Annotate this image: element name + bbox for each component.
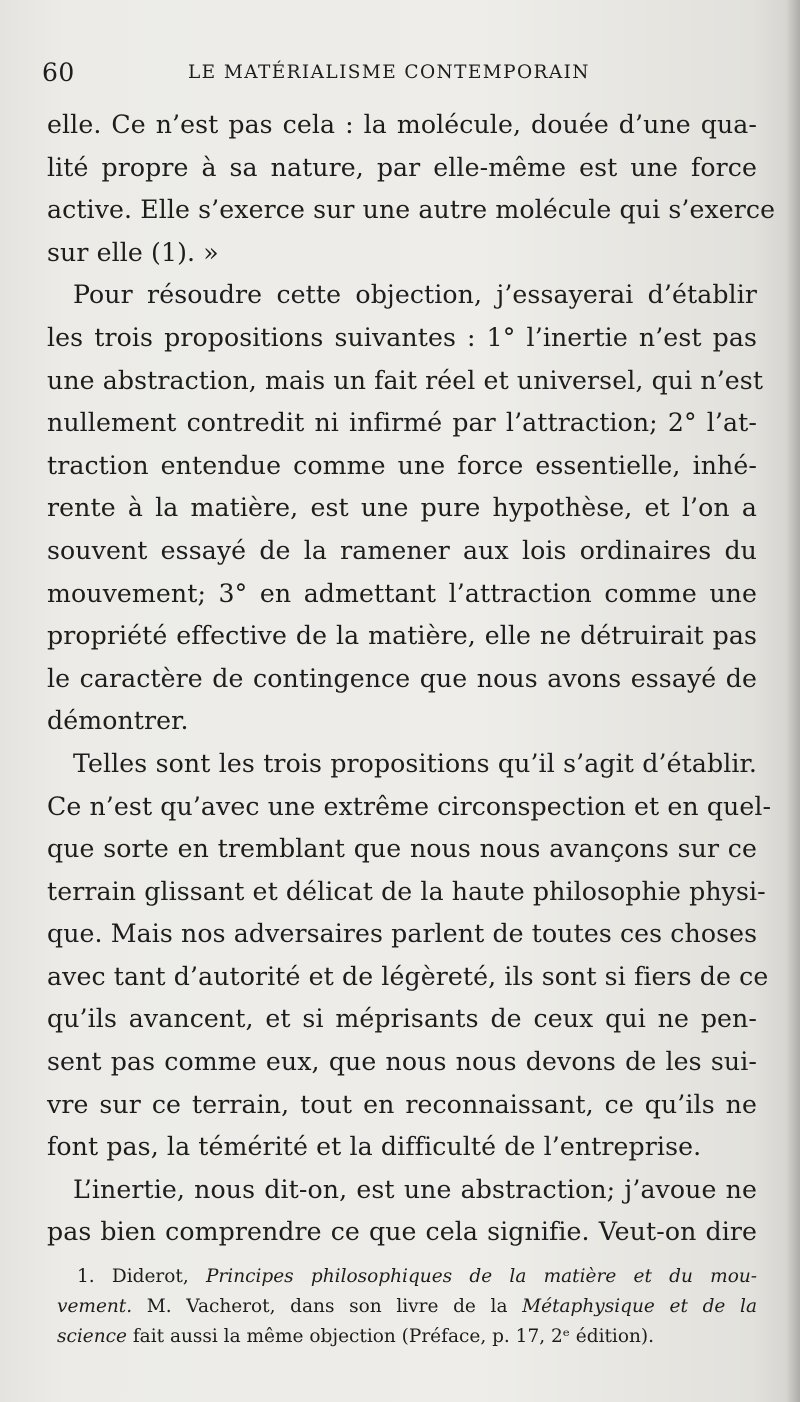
text-line: active. Elle s’exerce sur une autre molécule qui s’exerce: [47, 195, 776, 225]
footnote-italic-title: Principes philosophiques de la matière et du mou-: [205, 1266, 757, 1287]
footnote-text: M. Vacherot, dans son livre de la: [132, 1296, 523, 1317]
text-line: mouvement; 3° en admettant l’attraction comme une: [47, 578, 757, 608]
text-line: démontrer.: [47, 706, 189, 736]
text-line: sent pas comme eux, que nous nous devons de les sui-: [47, 1047, 757, 1077]
footnote-line: [57, 1322, 757, 1352]
text-line: avec tant d’autorité et de légèreté, ils sont si fiers de ce: [47, 961, 769, 991]
body-text: [47, 104, 776, 1254]
text-line: que sorte en tremblant que nous nous avançons sur ce: [47, 834, 757, 864]
text-line: Telles sont les trois propositions qu’il s’agit d’établir.: [73, 748, 757, 778]
text-line: propriété effective de la matière, elle ne détruirait pas: [47, 621, 757, 651]
text-line: qu’ils avancent, et si méprisants de ceux qui ne pen-: [47, 1004, 757, 1034]
text-line: sur elle (1). »: [47, 237, 219, 267]
text-line: souvent essayé de la ramener aux lois ordinaires du: [47, 535, 757, 565]
footnote-italic-title: science: [57, 1326, 127, 1347]
footnote-italic-title: vement.: [57, 1296, 133, 1317]
text-line: une abstraction, mais un fait réel et universel, qui n’est: [47, 365, 764, 395]
text-line: elle. Ce n’est pas cela : la molécule, douée d’une qua-: [47, 110, 757, 139]
text-line: traction entendue comme une force essentielle, inhé-: [47, 450, 757, 480]
footnote-text: 1. Diderot,: [77, 1266, 206, 1287]
footnote-line: [57, 1292, 757, 1322]
footnote: [57, 1262, 757, 1352]
text-line: Pour résoudre cette objection, j’essayerai d’établir: [73, 280, 757, 310]
text-line: Ce n’est qu’avec une extrême circonspection et en quel-: [47, 791, 772, 821]
footnote-text: fait aussi la même objection (Préface, p. 17, 2ᵉ édition).: [126, 1326, 655, 1347]
text-line: que. Mais nos adversaires parlent de toutes ces choses: [47, 919, 758, 949]
page-edge-shadow: [786, 0, 800, 1402]
text-line: nullement contredit ni infirmé par l’attraction; 2° l’at-: [47, 408, 757, 438]
footnote-italic-title: Métaphysique et de la: [522, 1296, 757, 1317]
text-line: font pas, la témérité et la difficulté de l’entreprise.: [47, 1132, 702, 1162]
page-number: 60: [42, 58, 75, 87]
text-line: pas bien comprendre ce que cela signifie. Veut-on dire: [47, 1217, 757, 1247]
running-title: LE MATÉRIALISME CONTEMPORAIN: [188, 62, 590, 83]
text-line: terrain glissant et délicat de la haute philosophie physi-: [47, 876, 766, 906]
page-header: [42, 52, 762, 96]
text-line: L’inertie, nous dit-on, est une abstraction; j’avoue ne: [73, 1174, 757, 1204]
text-line: les trois propositions suivantes : 1° l’inertie n’est pas: [47, 322, 757, 352]
text-line: rente à la matière, est une pure hypothèse, et l’on a: [47, 493, 757, 523]
footnote-line: [57, 1262, 757, 1292]
text-line: lité propre à sa nature, par elle-même est une force: [47, 152, 757, 182]
text-line: le caractère de contingence que nous avons essayé de: [47, 663, 757, 693]
text-line: vre sur ce terrain, tout en reconnaissant, ce qu’ils ne: [47, 1089, 757, 1119]
